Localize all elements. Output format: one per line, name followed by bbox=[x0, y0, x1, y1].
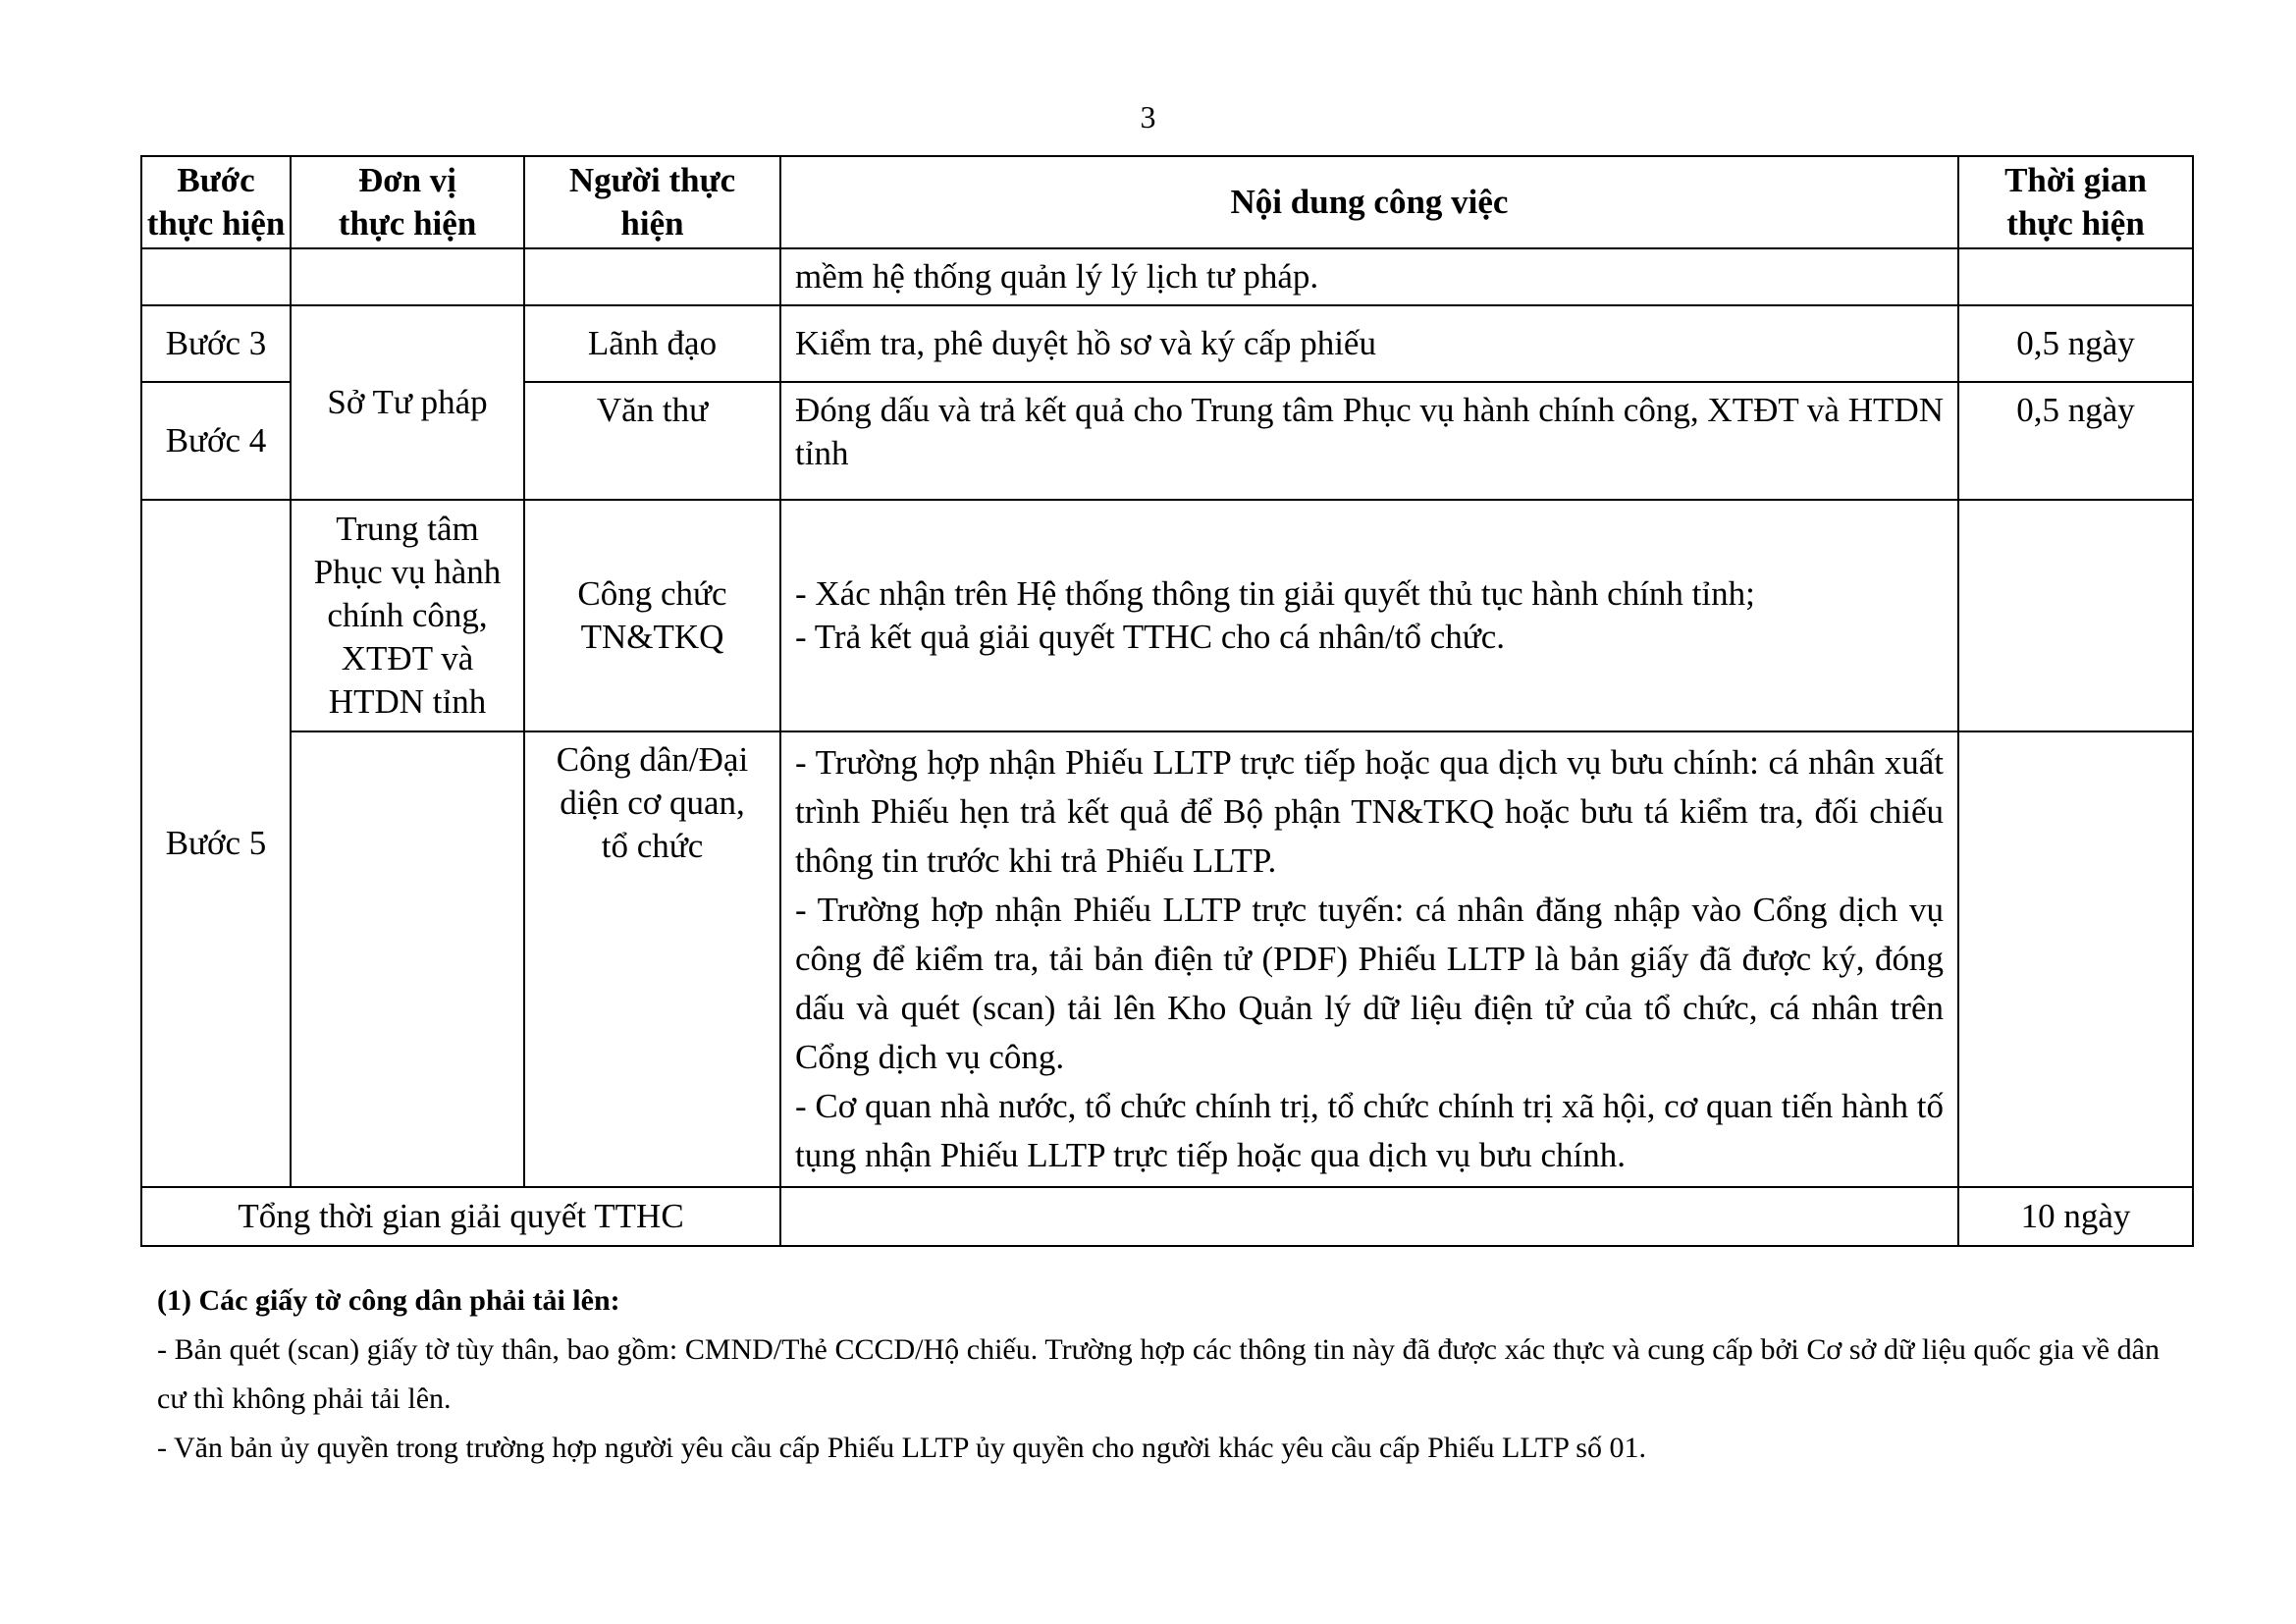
table-header-row bbox=[141, 156, 2193, 248]
header-content: Nội dung công việc bbox=[780, 156, 1958, 248]
header-unit: Đơn vị thực hiện bbox=[291, 156, 524, 248]
header-time: Thời gian thực hiện bbox=[1958, 156, 2193, 248]
cell-empty bbox=[1958, 248, 2193, 305]
header-performer: Người thực hiện bbox=[524, 156, 780, 248]
header-step: Bước thực hiện bbox=[141, 156, 291, 248]
step5b-content: - Trường hợp nhận Phiếu LLTP trực tiếp hoặc qua dịch vụ bưu chính: cá nhân xuất trình Phiếu hẹn trả kết quả để Bộ phận TN&TKQ hoặc bưu tá kiểm tra, đối chiếu thông tin trước khi trả Phiếu LLTP. - Trường hợp nhận Phiếu LLTP trực tuyến: cá nhân đăng nhập vào Cổng dịch vụ công để kiểm tra, tải bản điện tử (PDF) Phiếu LLTP là bản giấy đã được ký, đóng dấu và quét (scan) tải lên Kho Quản lý dữ liệu điện tử của tổ chức, cá nhân trên Cổng dịch vụ công. - Cơ quan nhà nước, tổ chức chính trị, tổ chức chính trị xã hội, cơ quan tiến hành tố tụng nhận Phiếu LLTP trực tiếp hoặc qua dịch vụ bưu chính. bbox=[780, 731, 1958, 1187]
step5a-performer: Công chức TN&TKQ bbox=[524, 500, 780, 731]
continuation-content: mềm hệ thống quản lý lý lịch tư pháp. bbox=[780, 248, 1958, 305]
table-row bbox=[141, 248, 2193, 305]
step4-content: Đóng dấu và trả kết quả cho Trung tâm Phục vụ hành chính công, XTĐT và HTDN tỉnh bbox=[780, 382, 1958, 500]
step4-time: 0,5 ngày bbox=[1958, 382, 2193, 500]
page-number: 3 bbox=[1140, 99, 1156, 135]
step4-performer: Văn thư bbox=[524, 382, 780, 500]
notes-item: - Văn bản ủy quyền trong trường hợp người yêu cầu cấp Phiếu LLTP ủy quyền cho người khác yêu cầu cấp Phiếu LLTP số 01. bbox=[157, 1432, 1646, 1464]
step5b-performer: Công dân/Đại diện cơ quan, tổ chức bbox=[524, 731, 780, 1187]
step5a-unit: Trung tâm Phục vụ hành chính công, XTĐT và HTDN tỉnh bbox=[291, 500, 524, 731]
cell-empty bbox=[291, 731, 524, 1187]
step3-label: Bước 3 bbox=[141, 305, 291, 382]
step5-label: Bước 5 bbox=[141, 500, 291, 1187]
step5a-content: - Xác nhận trên Hệ thống thông tin giải quyết thủ tục hành chính tỉnh; - Trả kết quả giải quyết TTHC cho cá nhân/tổ chức. bbox=[780, 500, 1958, 731]
cell-empty bbox=[1958, 500, 2193, 731]
step3-content: Kiểm tra, phê duyệt hồ sơ và ký cấp phiếu bbox=[780, 305, 1958, 382]
cell-empty bbox=[524, 248, 780, 305]
total-label: Tổng thời gian giải quyết TTHC bbox=[141, 1187, 780, 1246]
table-row-total bbox=[141, 1187, 2193, 1246]
table-row-step3 bbox=[141, 305, 2193, 382]
unit-so-tu-phap: Sở Tư pháp bbox=[291, 305, 524, 500]
cell-empty bbox=[1958, 731, 2193, 1187]
procedure-table bbox=[140, 155, 2194, 1247]
table-row-step5b bbox=[141, 731, 2193, 1187]
table-row-step5a bbox=[141, 500, 2193, 731]
notes-heading: (1) Các giấy tờ công dân phải tải lên: bbox=[157, 1284, 620, 1317]
notes-item: - Bản quét (scan) giấy tờ tùy thân, bao gồm: CMND/Thẻ CCCD/Hộ chiếu. Trường hợp các thông tin này đã được xác thực và cung cấp bởi Cơ sở dữ liệu quốc gia về dân cư thì không phải tải lên. bbox=[157, 1333, 2160, 1415]
cell-empty bbox=[780, 1187, 1958, 1246]
step4-label: Bước 4 bbox=[141, 382, 291, 500]
cell-empty bbox=[291, 248, 524, 305]
step3-performer: Lãnh đạo bbox=[524, 305, 780, 382]
total-time: 10 ngày bbox=[1958, 1187, 2193, 1246]
step3-time: 0,5 ngày bbox=[1958, 305, 2193, 382]
notes-section bbox=[157, 1276, 2160, 1473]
cell-empty bbox=[141, 248, 291, 305]
